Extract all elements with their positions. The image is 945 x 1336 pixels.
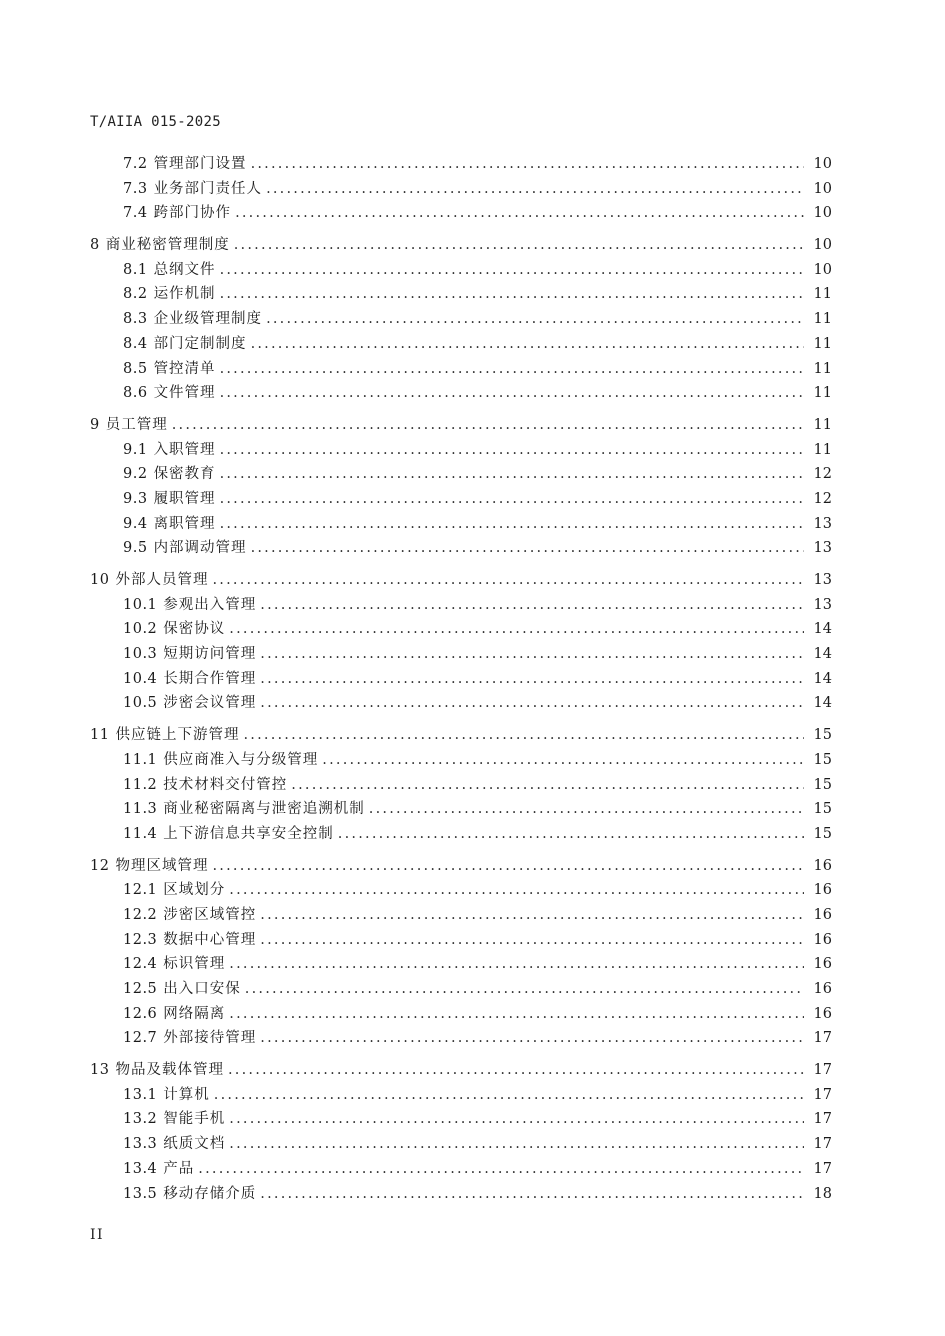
toc-entry-title: 涉密区域管控 bbox=[163, 906, 257, 923]
toc-subentry[interactable] bbox=[90, 201, 832, 226]
toc-dot-leader bbox=[260, 642, 804, 667]
toc-entry-number: 8.5 bbox=[123, 360, 148, 377]
toc-subentry[interactable] bbox=[90, 512, 832, 537]
toc-entry-title: 供应商准入与分级管理 bbox=[163, 751, 319, 768]
toc-entry-title: 物品及载体管理 bbox=[115, 1062, 224, 1079]
toc-dot-leader bbox=[220, 282, 804, 307]
toc-entry-title: 离职管理 bbox=[153, 515, 216, 532]
toc-entry-title: 部门定制制度 bbox=[153, 335, 247, 352]
toc-entry-number: 8.1 bbox=[123, 261, 148, 278]
toc-entry-page: 14 bbox=[813, 646, 832, 663]
toc-dot-leader bbox=[260, 903, 804, 928]
toc-subentry[interactable] bbox=[90, 748, 832, 773]
toc-entry-title: 内部调动管理 bbox=[153, 540, 247, 557]
toc-subentry[interactable] bbox=[90, 952, 832, 977]
toc-subentry[interactable] bbox=[90, 1026, 832, 1051]
toc-entry-number: 9.2 bbox=[123, 466, 148, 483]
toc-entry-title: 企业级管理制度 bbox=[153, 311, 263, 328]
toc-dot-leader bbox=[251, 332, 804, 357]
toc-entry-title: 出入口安保 bbox=[163, 981, 241, 997]
toc-dot-leader bbox=[198, 1157, 804, 1182]
toc-entry-title: 保密协议 bbox=[163, 621, 226, 638]
toc-entry-title: 物理区域管理 bbox=[115, 857, 209, 874]
toc-subentry[interactable] bbox=[90, 1157, 832, 1182]
toc-entry-number: 12.3 bbox=[123, 931, 158, 948]
toc-dot-leader bbox=[322, 748, 804, 773]
toc-entry-number: 7.3 bbox=[123, 180, 148, 197]
toc-subentry[interactable] bbox=[90, 536, 832, 561]
toc-entry-number: 8 bbox=[90, 237, 100, 254]
toc-entry-title: 技术材料交付管控 bbox=[163, 776, 288, 793]
toc-chapter-group bbox=[90, 1058, 832, 1206]
toc-entry-number: 10.4 bbox=[123, 670, 158, 687]
toc-chapter-entry[interactable] bbox=[90, 1058, 832, 1083]
toc-dot-leader bbox=[172, 413, 804, 438]
toc-subentry[interactable] bbox=[90, 822, 832, 847]
toc-dot-leader bbox=[260, 691, 804, 716]
toc-dot-leader bbox=[220, 357, 804, 382]
toc-entry-title: 运作机制 bbox=[153, 286, 216, 303]
toc-chapter-group bbox=[90, 413, 832, 561]
toc-entry-title: 长期合作管理 bbox=[163, 670, 257, 687]
toc-entry-number: 9 bbox=[90, 416, 100, 433]
toc-subentry[interactable] bbox=[90, 928, 832, 953]
toc-subentry[interactable] bbox=[90, 903, 832, 928]
toc-subentry[interactable] bbox=[90, 642, 832, 667]
toc-subentry[interactable] bbox=[90, 282, 832, 307]
toc-subentry[interactable] bbox=[90, 1083, 832, 1108]
toc-dot-leader bbox=[220, 438, 804, 463]
toc-entry-number: 12.7 bbox=[123, 1030, 158, 1047]
toc-chapter-entry[interactable] bbox=[90, 413, 832, 438]
toc-entry-number: 13.5 bbox=[123, 1185, 158, 1202]
toc-entry-title: 外部接待管理 bbox=[163, 1030, 257, 1047]
toc-entry-number: 9.5 bbox=[123, 540, 148, 557]
toc-entry-title: 涉密会议管理 bbox=[163, 695, 257, 712]
toc-entry-page: 12 bbox=[813, 466, 832, 483]
toc-entry-page: 15 bbox=[813, 776, 832, 793]
toc-entry-number: 9.1 bbox=[123, 441, 148, 458]
toc-entry-page: 16 bbox=[813, 1005, 832, 1022]
toc-entry-title: 管控清单 bbox=[153, 360, 216, 377]
toc-entry-page: 17 bbox=[813, 1030, 832, 1047]
toc-entry-title: 入职管理 bbox=[153, 441, 216, 458]
toc-dot-leader bbox=[229, 617, 804, 642]
toc-subentry[interactable] bbox=[90, 381, 832, 406]
toc-subentry[interactable] bbox=[90, 1132, 832, 1157]
toc-entry-number: 8.3 bbox=[123, 311, 148, 328]
toc-entry-number: 12 bbox=[90, 857, 110, 874]
toc-entry-page: 15 bbox=[813, 751, 832, 768]
toc-entry-number: 13.3 bbox=[123, 1136, 158, 1153]
toc-dot-leader bbox=[260, 1182, 804, 1207]
toc-subentry[interactable] bbox=[90, 1107, 832, 1132]
toc-entry-page: 12 bbox=[813, 490, 832, 507]
toc-subentry[interactable] bbox=[90, 438, 832, 463]
toc-entry-number: 8.2 bbox=[123, 286, 148, 303]
toc-entry-number: 11.2 bbox=[123, 776, 158, 793]
toc-entry-page: 14 bbox=[813, 695, 832, 712]
toc-entry-title: 短期访问管理 bbox=[163, 646, 257, 663]
toc-subentry[interactable] bbox=[90, 667, 832, 692]
toc-subentry[interactable] bbox=[90, 1002, 832, 1027]
toc-entry-number: 9.4 bbox=[123, 515, 148, 532]
toc-dot-leader bbox=[220, 258, 804, 283]
toc-entry-page: 10 bbox=[813, 205, 832, 222]
toc-entry-page: 11 bbox=[813, 286, 832, 303]
toc-chapter-group bbox=[90, 854, 832, 1052]
toc-entry-number: 12.1 bbox=[123, 882, 158, 899]
toc-entry-number: 11.4 bbox=[123, 825, 158, 842]
toc-entry-title: 参观出入管理 bbox=[163, 596, 257, 613]
toc-dot-leader bbox=[338, 822, 804, 847]
toc-entry-page: 11 bbox=[813, 441, 832, 458]
toc-entry-page: 11 bbox=[813, 360, 832, 377]
toc-dot-leader bbox=[228, 1058, 804, 1083]
toc-chapter-entry[interactable] bbox=[90, 568, 832, 593]
toc-subentry[interactable] bbox=[90, 1182, 832, 1207]
toc-entry-page: 14 bbox=[813, 670, 832, 687]
toc-dot-leader bbox=[229, 1132, 804, 1157]
toc-entry-number: 10.3 bbox=[123, 646, 158, 663]
toc-entry-page: 16 bbox=[813, 956, 832, 973]
toc-chapter-entry[interactable] bbox=[90, 854, 832, 879]
toc-subentry[interactable] bbox=[90, 878, 832, 903]
toc-entry-page: 17 bbox=[813, 1136, 832, 1153]
toc-dot-leader bbox=[260, 593, 804, 618]
toc-entry-title: 标识管理 bbox=[163, 956, 226, 973]
toc-chapter-group bbox=[90, 152, 832, 226]
toc-entry-number: 13.4 bbox=[123, 1160, 158, 1177]
toc-entry-page: 11 bbox=[813, 311, 832, 328]
toc-dot-leader bbox=[229, 878, 804, 903]
toc-entry-number: 13.2 bbox=[123, 1111, 158, 1128]
toc-dot-leader bbox=[243, 723, 804, 748]
toc-subentry[interactable] bbox=[90, 307, 832, 332]
toc-entry-number: 8.6 bbox=[123, 385, 148, 402]
toc-entry-number: 11.3 bbox=[123, 801, 158, 818]
toc-entry-number: 10.1 bbox=[123, 596, 158, 613]
toc-dot-leader bbox=[260, 928, 804, 953]
toc-subentry[interactable] bbox=[90, 462, 832, 487]
toc-subentry[interactable] bbox=[90, 487, 832, 512]
toc-subentry[interactable] bbox=[90, 797, 832, 822]
toc-entry-number: 10 bbox=[90, 572, 110, 588]
toc-entry-page: 13 bbox=[813, 596, 832, 613]
toc-entry-number: 9.3 bbox=[123, 490, 148, 507]
toc-entry-page: 16 bbox=[813, 981, 832, 997]
toc-entry-page: 11 bbox=[813, 416, 832, 433]
toc-dot-leader bbox=[212, 568, 804, 593]
toc-entry-title: 计算机 bbox=[163, 1086, 210, 1103]
toc-entry-page: 16 bbox=[813, 857, 832, 874]
toc-subentry[interactable] bbox=[90, 152, 832, 177]
toc-entry-title: 产品 bbox=[163, 1160, 195, 1177]
toc-entry-number: 7.4 bbox=[123, 205, 148, 222]
toc-entry-number: 7.2 bbox=[123, 156, 148, 172]
toc-entry-title: 纸质文档 bbox=[163, 1136, 226, 1153]
toc-dot-leader bbox=[291, 773, 804, 798]
toc-dot-leader bbox=[266, 307, 804, 332]
page-number: II bbox=[90, 1227, 105, 1243]
toc-subentry[interactable] bbox=[90, 977, 832, 1002]
toc-chapter-entry[interactable] bbox=[90, 233, 832, 258]
toc-chapter-group bbox=[90, 233, 832, 406]
toc-subentry[interactable] bbox=[90, 332, 832, 357]
toc-dot-leader bbox=[260, 667, 804, 692]
toc-chapter-group bbox=[90, 723, 832, 846]
toc-subentry[interactable] bbox=[90, 617, 832, 642]
toc-entry-number: 12.4 bbox=[123, 956, 158, 973]
toc-entry-title: 供应链上下游管理 bbox=[115, 727, 240, 744]
toc-entry-page: 17 bbox=[813, 1062, 832, 1079]
toc-entry-title: 总纲文件 bbox=[153, 261, 216, 278]
toc-entry-page: 11 bbox=[813, 335, 832, 352]
toc-dot-leader bbox=[220, 462, 804, 487]
toc-chapter-group bbox=[90, 568, 832, 716]
toc-entry-title: 文件管理 bbox=[153, 385, 216, 402]
toc-entry-number: 10.2 bbox=[123, 621, 158, 638]
toc-entry-title: 履职管理 bbox=[153, 490, 216, 507]
toc-dot-leader bbox=[245, 977, 804, 1002]
toc-dot-leader bbox=[229, 1002, 804, 1027]
toc-dot-leader bbox=[212, 854, 804, 879]
toc-dot-leader bbox=[235, 201, 804, 226]
toc-entry-page: 10 bbox=[813, 180, 832, 197]
toc-entry-page: 10 bbox=[813, 261, 832, 278]
toc-dot-leader bbox=[251, 152, 804, 177]
toc-entry-title: 数据中心管理 bbox=[163, 931, 257, 948]
toc-subentry[interactable] bbox=[90, 357, 832, 382]
toc-entry-title: 业务部门责任人 bbox=[153, 180, 263, 197]
toc-entry-title: 区域划分 bbox=[163, 882, 226, 899]
toc-dot-leader bbox=[234, 233, 804, 258]
toc-entry-page: 15 bbox=[813, 727, 832, 744]
toc-entry-page: 11 bbox=[813, 385, 832, 402]
toc-entry-number: 8.4 bbox=[123, 335, 148, 352]
toc-entry-page: 17 bbox=[813, 1160, 832, 1177]
document-code: T/AIIA 015-2025 bbox=[90, 114, 221, 130]
toc-dot-leader bbox=[220, 512, 804, 537]
toc-entry-title: 保密教育 bbox=[153, 466, 216, 483]
toc-entry-title: 管理部门设置 bbox=[153, 156, 247, 172]
toc-entry-page: 17 bbox=[813, 1111, 832, 1128]
toc-entry-number: 13 bbox=[90, 1062, 110, 1079]
toc-dot-leader bbox=[214, 1083, 804, 1108]
toc-entry-title: 商业秘密管理制度 bbox=[105, 237, 230, 254]
toc-entry-number: 11 bbox=[90, 727, 110, 744]
toc-dot-leader bbox=[229, 1107, 804, 1132]
toc-entry-page: 16 bbox=[813, 931, 832, 948]
toc-dot-leader bbox=[220, 487, 804, 512]
toc-dot-leader bbox=[251, 536, 804, 561]
toc-dot-leader bbox=[266, 177, 804, 202]
toc-dot-leader bbox=[369, 797, 804, 822]
toc-dot-leader bbox=[260, 1026, 804, 1051]
toc-entry-page: 16 bbox=[813, 882, 832, 899]
toc-entry-page: 10 bbox=[813, 237, 832, 254]
toc-entry-page: 14 bbox=[813, 621, 832, 638]
toc-dot-leader bbox=[229, 952, 804, 977]
toc-entry-page: 13 bbox=[813, 572, 832, 588]
toc-entry-title: 上下游信息共享安全控制 bbox=[163, 825, 334, 842]
toc-entry-page: 13 bbox=[813, 540, 832, 557]
toc-entry-title: 移动存储介质 bbox=[163, 1185, 257, 1202]
toc-entry-page: 16 bbox=[813, 906, 832, 923]
toc-entry-page: 10 bbox=[813, 156, 832, 172]
toc-subentry[interactable] bbox=[90, 773, 832, 798]
toc-entry-title: 智能手机 bbox=[163, 1111, 226, 1128]
toc-entry-title: 跨部门协作 bbox=[153, 205, 232, 222]
toc-subentry[interactable] bbox=[90, 258, 832, 283]
toc-entry-page: 15 bbox=[813, 825, 832, 842]
toc-chapter-entry[interactable] bbox=[90, 723, 832, 748]
toc-entry-title: 商业秘密隔离与泄密追溯机制 bbox=[163, 801, 365, 818]
toc-subentry[interactable] bbox=[90, 593, 832, 618]
toc-entry-page: 17 bbox=[813, 1086, 832, 1103]
toc-entry-title: 网络隔离 bbox=[163, 1005, 226, 1022]
toc-entry-number: 12.6 bbox=[123, 1005, 158, 1022]
toc-entry-number: 12.2 bbox=[123, 906, 158, 923]
toc-subentry[interactable] bbox=[90, 177, 832, 202]
toc-entry-page: 15 bbox=[813, 801, 832, 818]
toc-subentry[interactable] bbox=[90, 691, 832, 716]
toc-entry-number: 10.5 bbox=[123, 695, 158, 712]
toc-entry-page: 13 bbox=[813, 515, 832, 532]
toc-entry-page: 18 bbox=[813, 1185, 832, 1202]
toc-entry-number: 11.1 bbox=[123, 751, 158, 768]
toc-entry-number: 12.5 bbox=[123, 981, 158, 997]
toc-entry-title: 外部人员管理 bbox=[115, 572, 209, 588]
toc-entry-number: 13.1 bbox=[123, 1086, 158, 1103]
toc-entry-title: 员工管理 bbox=[105, 416, 168, 433]
toc-dot-leader bbox=[220, 381, 804, 406]
table-of-contents bbox=[90, 152, 832, 1206]
